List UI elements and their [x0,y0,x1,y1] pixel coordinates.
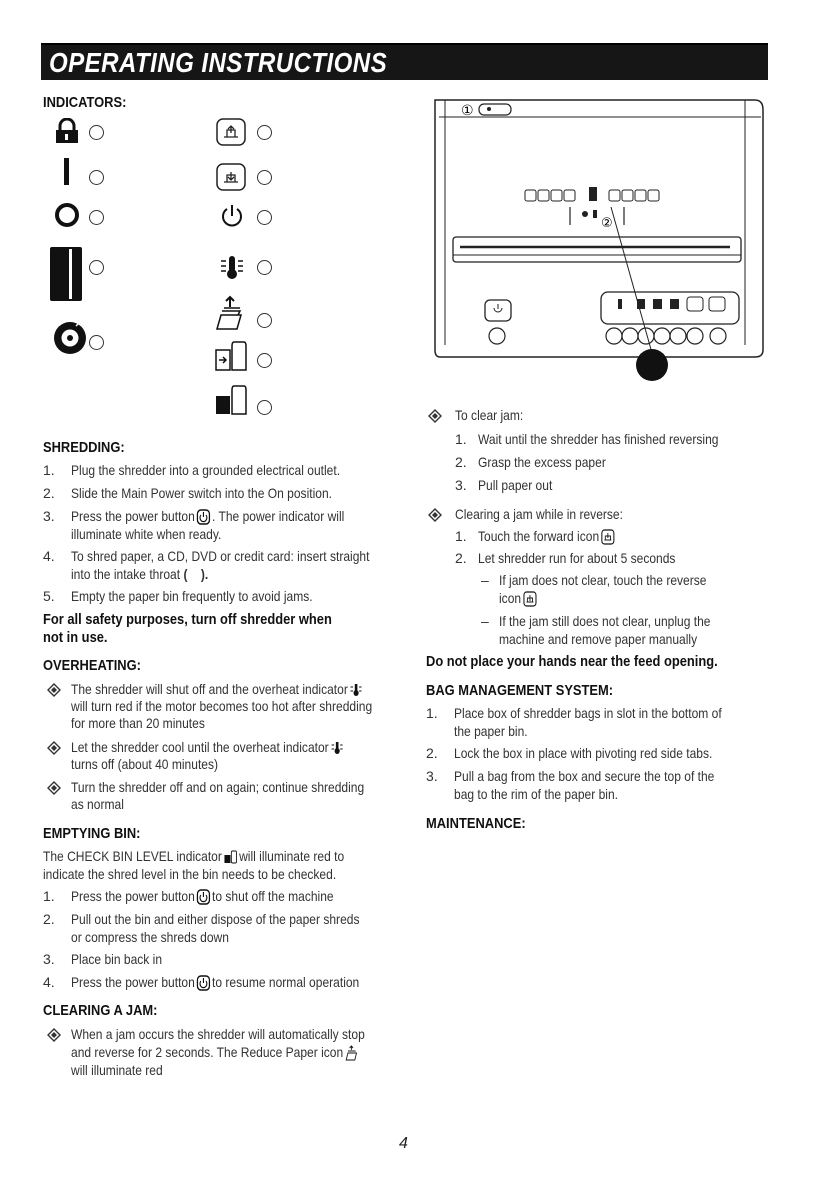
indicator-light [257,210,272,225]
step-text: Grasp the excess paper [478,454,606,470]
bullet-text [71,1044,360,1062]
intro-text-part: The CHECK BIN LEVEL indicator [43,848,222,864]
step-number: 2. [426,745,438,761]
step-text [71,888,334,906]
indicator-light [89,125,104,140]
step-text [71,508,344,526]
step-text [71,566,208,584]
paren-close: ). [200,566,209,582]
step-text: the paper bin. [454,723,528,739]
step-number: 3. [426,768,438,784]
step-number: 2. [43,911,55,927]
safety-warning: For all safety purposes, turn off shredder when [43,611,332,628]
indicators-heading: INDICATORS: [43,94,127,111]
step-text: bag to the rim of the paper bin. [454,786,618,802]
bullet-diamond-icon [47,781,61,795]
step-text: Pull out the bin and either dispose of the paper shreds [71,911,360,927]
step-text: Empty the paper bin frequently to avoid jams. [71,588,313,604]
dash-text: If jam does not clear, touch the reverse [499,572,707,588]
step-text: Place box of shredder bags in slot in the bottom of [454,705,722,721]
step-text-part: into the intake throat [71,566,181,582]
maintenance-heading: MAINTENANCE: [426,815,526,832]
step-number: 1. [455,528,467,544]
step-number: 3. [455,477,467,493]
bullet-diamond-icon [47,683,61,697]
indicator-light [89,210,104,225]
bullet-text: turns off (about 40 minutes) [71,756,219,772]
power-icon [220,203,244,229]
reverse-jam-title: Clearing a jam while in reverse: [455,506,623,522]
power-button-icon [197,889,211,905]
clear-jam-title: To clear jam: [455,407,524,423]
step-number: 1. [455,431,467,447]
bin-full-inline-icon [224,850,238,864]
indicator-light [89,260,104,275]
shredding-heading: SHREDDING: [43,439,125,456]
step-number: 2. [43,485,55,501]
bullet-text-part: Let the shredder cool until the overheat indicator [71,739,329,755]
page-number: 4 [399,1135,408,1152]
reverse-arrow-icon [216,118,246,146]
bag-heading: BAG MANAGEMENT SYSTEM: [426,682,614,699]
overheating-heading: OVERHEATING: [43,657,141,674]
dash-bullet: – [481,613,489,629]
reduce-paper-inline-icon [345,1045,359,1061]
step-text [71,974,359,992]
step-text-part: Press the power button [71,974,195,990]
indicator-light [257,125,272,140]
dash-bullet: – [481,572,489,588]
step-number: 1. [426,705,438,721]
title-banner [41,43,768,80]
lock-icon [55,118,79,144]
indicator-light [89,335,104,350]
callout-1: ① [461,103,474,119]
bullet-text: When a jam occurs the shredder will automatically stop [71,1026,365,1042]
step-number: 1. [43,888,55,904]
step-text: Place bin back in [71,951,163,967]
bullet-text: Turn the shredder off and on again; continue shredding [71,779,365,795]
step-text: Pull paper out [478,477,553,493]
overheat-inline-icon [330,741,342,755]
bullet-text: as normal [71,796,124,812]
page-title: OPERATING INSTRUCTIONS [49,47,388,78]
bullet-diamond-icon [428,508,442,522]
overheat-icon [219,254,245,280]
bullet-text: will illuminate red [71,1062,163,1078]
step-number: 2. [455,550,467,566]
indicator-light [257,313,272,328]
step-text: Lock the box in place with pivoting red side tabs. [454,745,713,761]
bullet-text-part: and reverse for 2 seconds. The Reduce Paper icon [71,1044,344,1060]
bullet-diamond-icon [428,409,442,423]
emptying-intro: indicate the shred level in the bin needs to be checked. [43,866,337,882]
bullet-diamond-icon [47,741,61,755]
step-number: 3. [43,508,55,524]
step-number: 1. [43,462,55,478]
feed-opening-warning: Do not place your hands near the feed opening. [426,653,718,670]
bullet-diamond-icon [47,1028,61,1042]
forward-inline-icon [601,529,615,545]
step-text: Pull a bag from the box and secure the top of the [454,768,715,784]
step-text-part: Press the power button [71,508,195,524]
bin-full-icon [214,384,248,416]
step-text [478,528,616,546]
bullet-text [71,681,363,699]
bullet-text [71,739,344,757]
indicator-light [257,170,272,185]
paren-open: ( [183,566,188,582]
bin-out-icon [214,340,248,372]
dash-text-part: icon [499,590,522,606]
indicator-light [89,170,104,185]
step-text-part: to shut off the machine [212,888,334,904]
bullet-text: for more than 20 minutes [71,715,205,731]
bullet-text-part: The shredder will shut off and the overheat indicator [71,681,348,697]
step-text: or compress the shreds down [71,929,229,945]
emptying-intro [43,848,344,866]
step-number: 5. [43,588,55,604]
indicator-light [257,400,272,415]
step-number: 2. [455,454,467,470]
reduce-paper-icon [214,295,246,331]
power-button-icon [197,975,211,991]
step-text: Slide the Main Power switch into the On position. [71,485,333,501]
step-text-part: Press the power button [71,888,195,904]
dash-text: If the jam still does not clear, unplug the [499,613,711,629]
step-number: 4. [43,974,55,990]
diagram-callout-dot [636,349,668,381]
step-text-part: Touch the forward icon [478,528,600,544]
bullet-text: will turn red if the motor becomes too hot after shredding [71,698,373,714]
step-text: Wait until the shredder has finished reversing [478,431,719,447]
step-text: Plug the shredder into a grounded electrical outlet. [71,462,341,478]
indicator-light [257,353,272,368]
step-text: Let shredder run for about 5 seconds [478,550,676,566]
indicator-light [257,260,272,275]
step-number: 4. [43,548,55,564]
step-number: 3. [43,951,55,967]
power-button-icon [197,509,211,525]
step-text: illuminate white when ready. [71,526,222,542]
step-text-part: to resume normal operation [212,974,360,990]
forward-arrow-icon [216,163,246,191]
dash-text [499,590,538,608]
card-slot-icon [49,246,87,302]
cd-icon [52,320,88,356]
safety-warning: not in use. [43,629,108,646]
intro-text-part: will illuminate red to [239,848,345,864]
reverse-inline-icon [523,591,537,607]
shredder-top-diagram [425,95,770,395]
step-text-part: . The power indicator will [212,508,345,524]
emptying-heading: EMPTYING BIN: [43,825,141,842]
dash-text: machine and remove paper manually [499,631,698,647]
callout-2: ② [601,216,613,231]
power-on-line-icon [64,158,70,186]
overheat-inline-icon [350,683,362,697]
step-text: To shred paper, a CD, DVD or credit card: insert straight [71,548,370,564]
clearing-heading: CLEARING A JAM: [43,1002,158,1019]
power-off-ring-icon [54,202,80,228]
